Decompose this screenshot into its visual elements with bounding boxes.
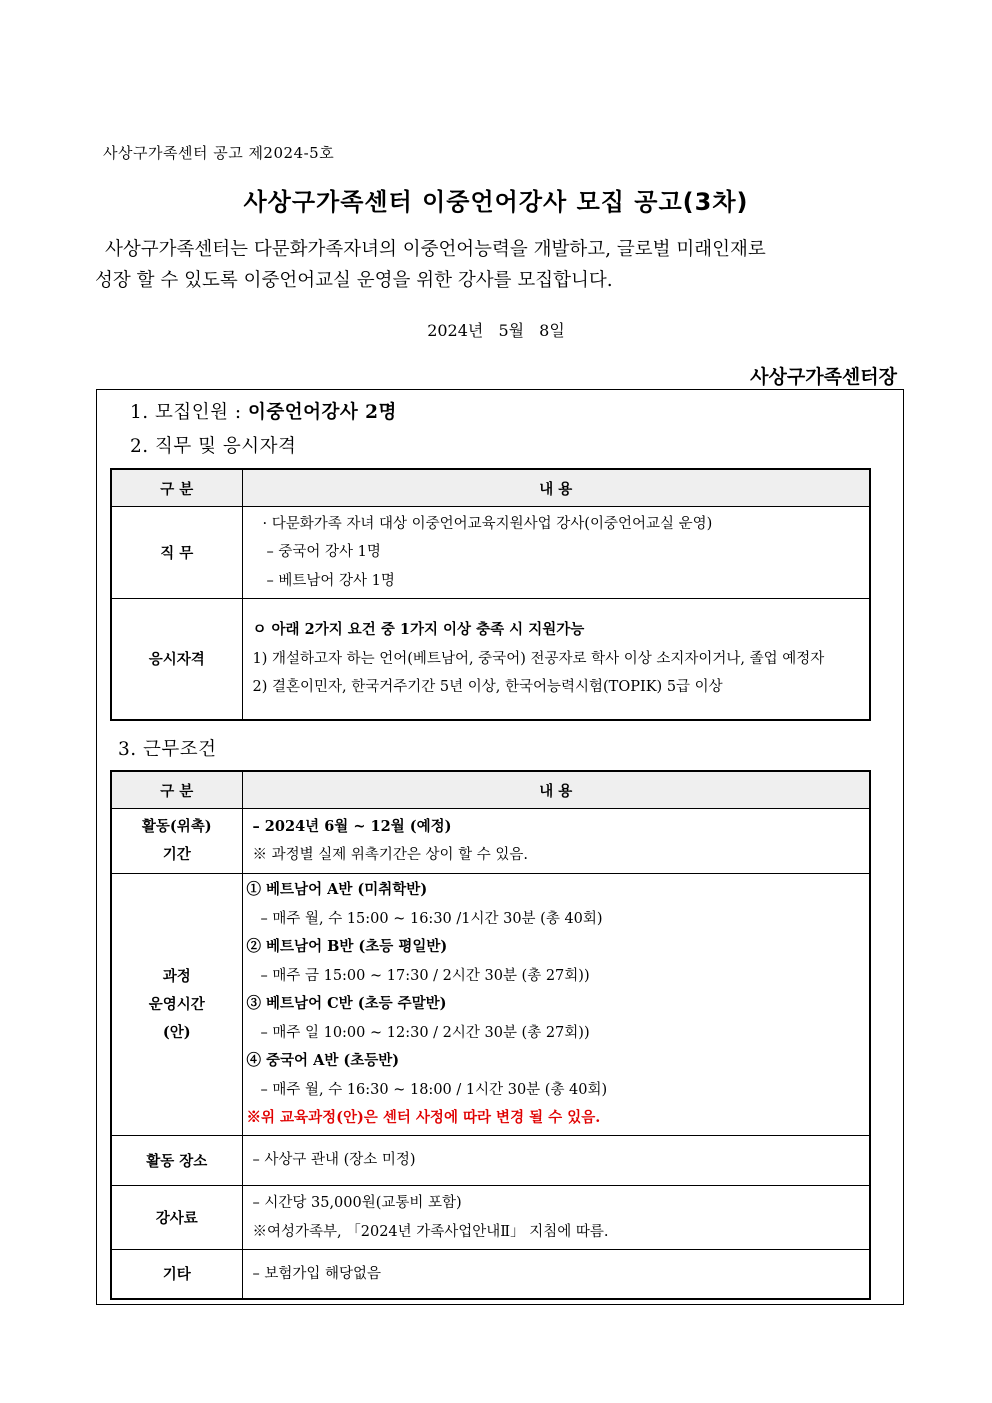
section-1-label: 1. 모집인원 : — [130, 402, 249, 423]
row-label-place: 활동 장소 — [111, 1136, 242, 1186]
duty-line-3: – 베트남어 강사 1명 — [266, 572, 395, 589]
row-label-period — [111, 809, 242, 874]
row-label-qualification: 응시자격 — [111, 599, 242, 720]
table-header-row — [111, 469, 870, 507]
section-1-value: 이중언어강사 2명 — [248, 402, 397, 423]
intro-line-1: 사상구가족센터는 다문화가족자녀의 이중언어능력을 개발하고, 글로벌 미래인재로 — [105, 239, 766, 260]
period-line-2: ※ 과정별 실제 위촉기간은 상이 할 수 있음. — [252, 847, 528, 863]
row-label-duty: 직 무 — [111, 507, 242, 599]
class-time: – 매주 월, 수 15:00 ~ 16:30 /1시간 30분 (총 40회) — [260, 910, 603, 927]
section-2-heading: 2. 직무 및 응시자격 — [130, 436, 297, 457]
header-content: 내 용 — [242, 771, 870, 809]
row-content-qualification — [242, 599, 870, 720]
schedule-change-note: ※위 교육과정(안)은 센터 사정에 따라 변경 될 수 있음. — [246, 1109, 601, 1127]
class-name: ③ 베트남어 C반 (초등 주말반) — [246, 995, 447, 1013]
period-label-line-1: 활동(위촉) — [141, 818, 212, 835]
period-line-1: – 2024년 6월 ~ 12월 (예정) — [252, 817, 452, 835]
class-name: ② 베트남어 B반 (초등 평일반) — [246, 938, 448, 956]
row-content-period — [242, 809, 870, 874]
schedule-label-line-2: 운영시간 — [148, 995, 205, 1013]
header-content: 내 용 — [242, 469, 870, 507]
issuer-name: 사상구가족센터장 — [750, 366, 897, 388]
row-content-place: – 사상구 관내 (장소 미정) — [242, 1136, 870, 1186]
row-content-schedule — [242, 874, 870, 1136]
notice-number: 사상구가족센터 공고 제2024-5호 — [103, 144, 335, 162]
section-recruitment-count — [130, 398, 397, 424]
qualification-line-1: ㅇ 아래 2가지 요건 중 1가지 이상 충족 시 지원가능 — [252, 621, 585, 638]
class-time: – 매주 월, 수 16:30 ~ 18:00 / 1시간 30분 (총 40회) — [260, 1081, 608, 1098]
fee-line-1: – 시간당 35,000원(교통비 포함) — [252, 1195, 462, 1211]
duty-line-1: · 다문화가족 자녀 대상 이중언어교육지원사업 강사(이중언어교실 운영) — [262, 515, 713, 532]
row-label-fee: 강사료 — [111, 1186, 242, 1250]
class-name: ④ 중국어 A반 (초등반) — [246, 1052, 400, 1070]
row-label-etc: 기타 — [111, 1250, 242, 1299]
table-row-fee — [111, 1186, 870, 1250]
work-conditions-table — [110, 770, 871, 1300]
document-title: 사상구가족센터 이중언어강사 모집 공고(3차) — [243, 188, 749, 216]
table-row-etc — [111, 1250, 870, 1299]
intro-paragraph — [95, 234, 905, 296]
duty-qualification-table — [110, 468, 871, 721]
row-content-duty — [242, 507, 870, 599]
document-date: 2024년 5월 8일 — [427, 321, 565, 340]
class-time: – 매주 금 15:00 ~ 17:30 / 2시간 30분 (총 27회)) — [260, 967, 590, 984]
table-row-schedule — [111, 874, 870, 1136]
class-time: – 매주 일 10:00 ~ 12:30 / 2시간 30분 (총 27회)) — [260, 1024, 590, 1041]
class-name: ① 베트남어 A반 (미취학반) — [246, 881, 428, 899]
schedule-label-line-3: (안) — [162, 1023, 191, 1041]
table-header-row — [111, 771, 870, 809]
qualification-line-3: 2) 결혼이민자, 한국거주기간 5년 이상, 한국어능력시험(TOPIK) 5급 이상 — [252, 679, 723, 695]
schedule-label-line-1: 과정 — [162, 967, 191, 985]
row-content-etc: – 보험가입 해당없음 — [242, 1250, 870, 1299]
table-row-period — [111, 809, 870, 874]
table-row-place — [111, 1136, 870, 1186]
table-row-duty — [111, 507, 870, 599]
header-category: 구 분 — [111, 771, 242, 809]
intro-line-2: 성장 할 수 있도록 이중언어교실 운영을 위한 강사를 모집합니다. — [95, 270, 613, 291]
row-content-fee — [242, 1186, 870, 1250]
row-label-schedule — [111, 874, 242, 1136]
table-row-qualification — [111, 599, 870, 720]
period-label-line-2: 기간 — [162, 846, 191, 863]
section-3-heading: 3. 근무조건 — [118, 739, 217, 760]
fee-line-2: ※여성가족부, 「2024년 가족사업안내Ⅱ」 지침에 따름. — [252, 1223, 609, 1240]
header-category: 구 분 — [111, 469, 242, 507]
qualification-line-2: 1) 개설하고자 하는 언어(베트남어, 중국어) 전공자로 학사 이상 소지자이거나, 졸업 예정자 — [252, 650, 825, 667]
duty-line-2: – 중국어 강사 1명 — [266, 544, 381, 561]
